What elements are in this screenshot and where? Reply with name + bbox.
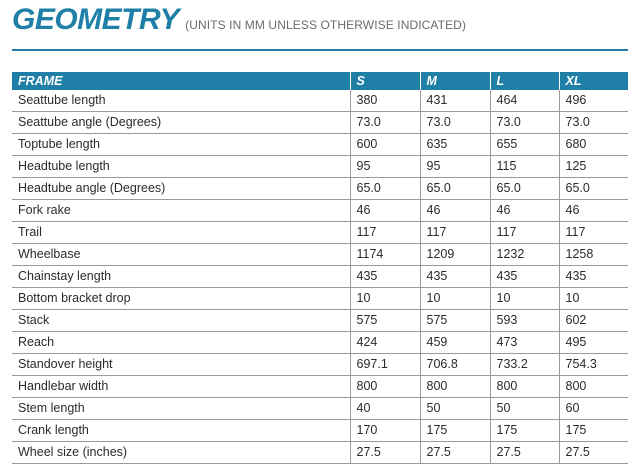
cell-value: 65.0 (559, 178, 628, 200)
cell-value: 46 (559, 200, 628, 222)
table-row (12, 134, 628, 156)
cell-value: 575 (350, 310, 420, 332)
row-label: Trail (12, 222, 350, 244)
cell-value: 27.5 (420, 442, 490, 464)
cell-value: 65.0 (350, 178, 420, 200)
cell-value: 73.0 (420, 112, 490, 134)
cell-value: 125 (559, 156, 628, 178)
row-label: Seattube length (12, 90, 350, 112)
cell-value: 1258 (559, 244, 628, 266)
cell-value: 65.0 (490, 178, 559, 200)
column-header-frame: FRAME (12, 72, 350, 90)
cell-value: 1174 (350, 244, 420, 266)
cell-value: 600 (350, 134, 420, 156)
title-divider (12, 49, 628, 51)
cell-value: 424 (350, 332, 420, 354)
row-label: Wheel size (inches) (12, 442, 350, 464)
cell-value: 1232 (490, 244, 559, 266)
table-row (12, 90, 628, 112)
row-label: Headtube angle (Degrees) (12, 178, 350, 200)
table-row (12, 288, 628, 310)
cell-value: 170 (350, 420, 420, 442)
cell-value: 706.8 (420, 354, 490, 376)
table-row (12, 112, 628, 134)
cell-value: 95 (350, 156, 420, 178)
table-row (12, 266, 628, 288)
cell-value: 435 (420, 266, 490, 288)
table-row (12, 178, 628, 200)
cell-value: 800 (559, 376, 628, 398)
table-row (12, 420, 628, 442)
table-row (12, 354, 628, 376)
cell-value: 50 (490, 398, 559, 420)
row-label: Headtube length (12, 156, 350, 178)
cell-value: 40 (350, 398, 420, 420)
cell-value: 754.3 (559, 354, 628, 376)
table-row (12, 310, 628, 332)
row-label: Reach (12, 332, 350, 354)
cell-value: 117 (420, 222, 490, 244)
cell-value: 117 (559, 222, 628, 244)
cell-value: 115 (490, 156, 559, 178)
column-header-m: M (420, 72, 490, 90)
table-body (12, 90, 628, 464)
cell-value: 593 (490, 310, 559, 332)
row-label: Standover height (12, 354, 350, 376)
cell-value: 496 (559, 90, 628, 112)
table-row (12, 332, 628, 354)
column-header-l: L (490, 72, 559, 90)
row-label: Toptube length (12, 134, 350, 156)
cell-value: 10 (490, 288, 559, 310)
cell-value: 95 (420, 156, 490, 178)
cell-value: 73.0 (490, 112, 559, 134)
row-label: Stem length (12, 398, 350, 420)
cell-value: 10 (350, 288, 420, 310)
table-row (12, 156, 628, 178)
cell-value: 635 (420, 134, 490, 156)
cell-value: 175 (420, 420, 490, 442)
cell-value: 800 (420, 376, 490, 398)
cell-value: 46 (490, 200, 559, 222)
cell-value: 380 (350, 90, 420, 112)
units-note: (UNITS IN MM UNLESS OTHERWISE INDICATED) (185, 18, 467, 32)
cell-value: 697.1 (350, 354, 420, 376)
cell-value: 431 (420, 90, 490, 112)
cell-value: 575 (420, 310, 490, 332)
table-row (12, 398, 628, 420)
cell-value: 464 (490, 90, 559, 112)
cell-value: 602 (559, 310, 628, 332)
cell-value: 459 (420, 332, 490, 354)
row-label: Fork rake (12, 200, 350, 222)
row-label: Bottom bracket drop (12, 288, 350, 310)
cell-value: 435 (559, 266, 628, 288)
cell-value: 46 (420, 200, 490, 222)
table-row (12, 442, 628, 464)
cell-value: 73.0 (350, 112, 420, 134)
cell-value: 655 (490, 134, 559, 156)
cell-value: 50 (420, 398, 490, 420)
cell-value: 495 (559, 332, 628, 354)
cell-value: 60 (559, 398, 628, 420)
cell-value: 435 (350, 266, 420, 288)
table-row (12, 200, 628, 222)
row-label: Crank length (12, 420, 350, 442)
page-title: GEOMETRY (12, 3, 180, 36)
cell-value: 27.5 (559, 442, 628, 464)
table-row (12, 244, 628, 266)
cell-value: 10 (559, 288, 628, 310)
page-header (12, 2, 466, 38)
cell-value: 65.0 (420, 178, 490, 200)
cell-value: 46 (350, 200, 420, 222)
cell-value: 473 (490, 332, 559, 354)
table-header-row (12, 72, 628, 90)
row-label: Seattube angle (Degrees) (12, 112, 350, 134)
row-label: Chainstay length (12, 266, 350, 288)
cell-value: 10 (420, 288, 490, 310)
row-label: Handlebar width (12, 376, 350, 398)
cell-value: 175 (559, 420, 628, 442)
cell-value: 733.2 (490, 354, 559, 376)
cell-value: 435 (490, 266, 559, 288)
cell-value: 73.0 (559, 112, 628, 134)
row-label: Wheelbase (12, 244, 350, 266)
cell-value: 117 (350, 222, 420, 244)
cell-value: 175 (490, 420, 559, 442)
cell-value: 27.5 (490, 442, 559, 464)
cell-value: 800 (350, 376, 420, 398)
column-header-s: S (350, 72, 420, 90)
table-row (12, 376, 628, 398)
cell-value: 800 (490, 376, 559, 398)
cell-value: 27.5 (350, 442, 420, 464)
table-row (12, 222, 628, 244)
cell-value: 117 (490, 222, 559, 244)
cell-value: 1209 (420, 244, 490, 266)
cell-value: 680 (559, 134, 628, 156)
geometry-table (12, 72, 628, 464)
column-header-xl: XL (559, 72, 628, 90)
row-label: Stack (12, 310, 350, 332)
